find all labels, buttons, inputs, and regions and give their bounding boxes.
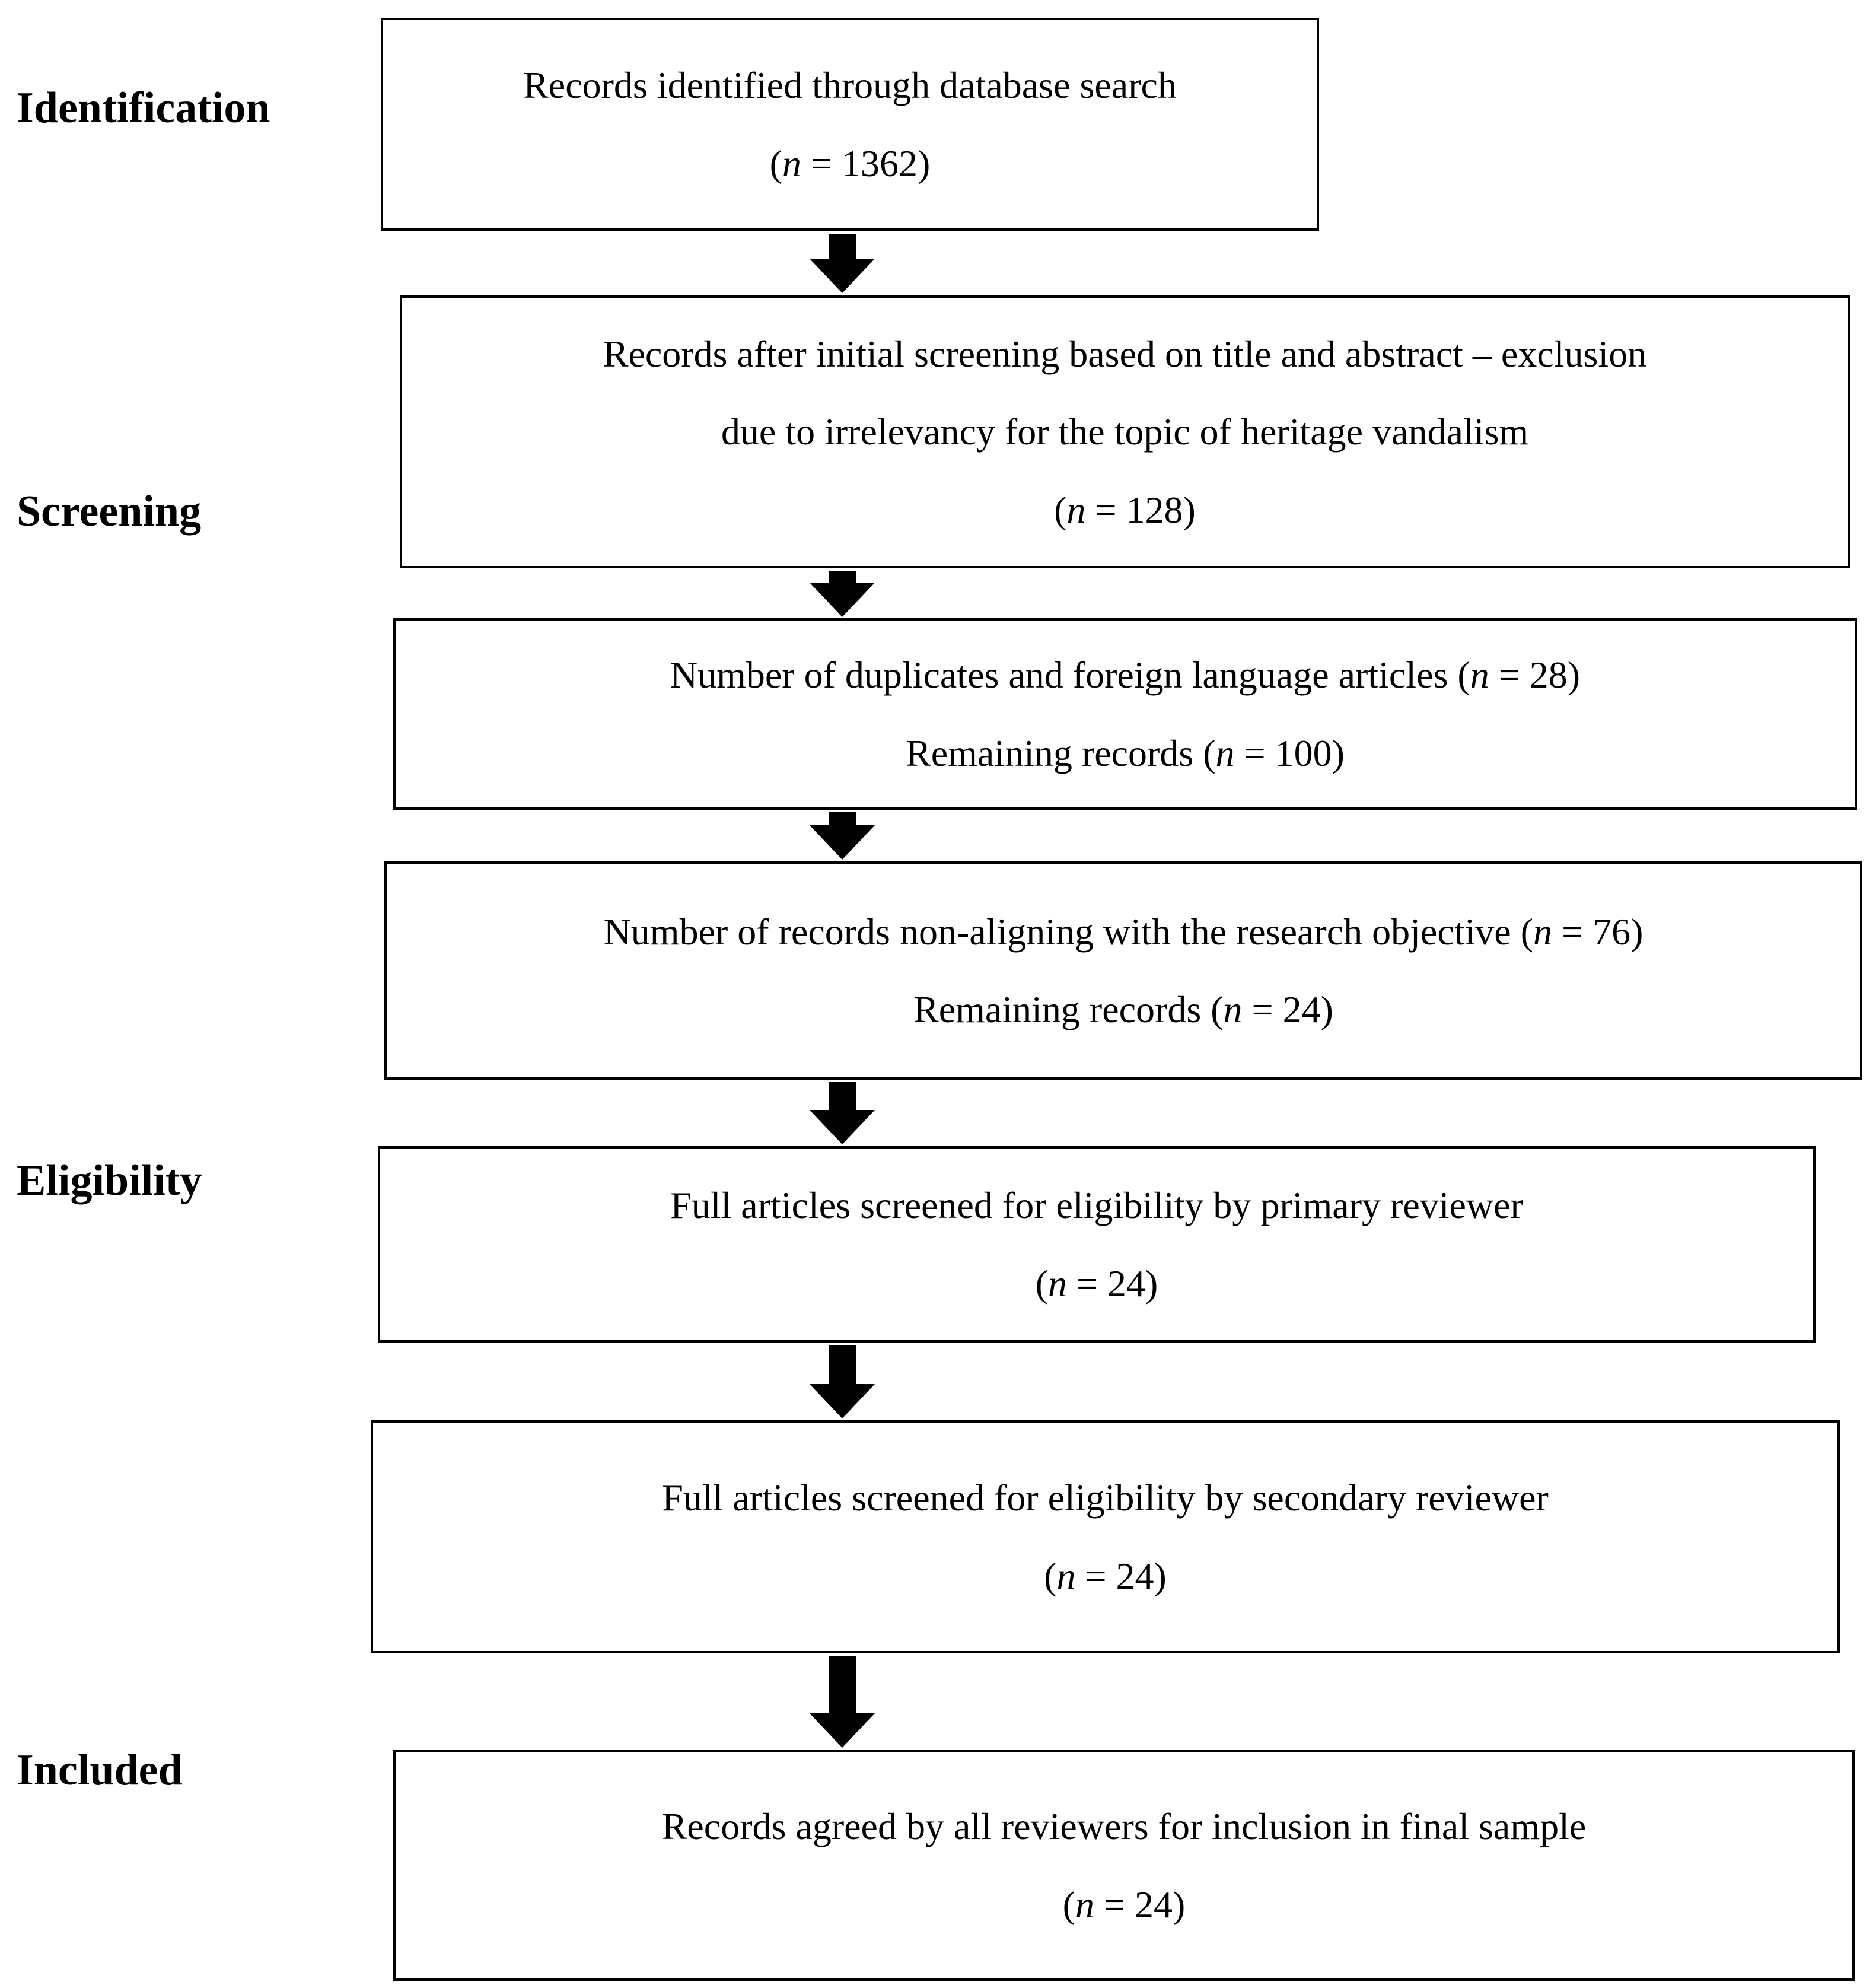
down-arrow-head xyxy=(810,1110,875,1144)
down-arrow-head xyxy=(810,825,875,860)
stage-label-included: Included xyxy=(17,1746,183,1795)
down-arrow-head xyxy=(810,1384,875,1418)
flow-box-count: (n = 24) xyxy=(1062,1883,1186,1926)
down-arrow-head xyxy=(810,1713,875,1748)
flow-box-text: Number of duplicates and foreign language articles (n = 28) xyxy=(670,654,1581,696)
flow-box-count: (n = 128) xyxy=(1054,488,1196,531)
down-arrow-head xyxy=(810,259,875,293)
down-arrow-stem xyxy=(829,234,856,259)
down-arrow-icon xyxy=(810,1082,875,1144)
flow-box-count: (n = 24) xyxy=(1035,1262,1158,1305)
down-arrow-icon xyxy=(810,571,875,617)
down-arrow-icon xyxy=(810,812,875,860)
down-arrow-stem xyxy=(829,571,856,583)
down-arrow-head xyxy=(810,583,875,617)
flow-box-text: Full articles screened for eligibility by secondary reviewer xyxy=(662,1477,1549,1519)
flow-box-text: Records identified through database search xyxy=(523,64,1177,107)
flow-box-text: Records after initial screening based on title and abstract – exclusion xyxy=(603,333,1647,376)
down-arrow-stem xyxy=(829,812,856,825)
down-arrow-stem xyxy=(829,1656,856,1713)
flow-box-text: Remaining records (n = 24) xyxy=(913,988,1333,1030)
flow-box-final-inclusion xyxy=(393,1750,1855,1981)
down-arrow-icon xyxy=(810,234,875,293)
down-arrow-stem xyxy=(829,1082,856,1110)
stage-label-eligibility: Eligibility xyxy=(17,1156,202,1205)
flow-box-text: Full articles screened for eligibility by primary reviewer xyxy=(670,1184,1523,1227)
flow-box-text: due to irrelevancy for the topic of heritage vandalism xyxy=(721,411,1529,453)
flow-box-count: (n = 24) xyxy=(1044,1554,1167,1597)
down-arrow-stem xyxy=(829,1345,856,1384)
down-arrow-icon xyxy=(810,1656,875,1748)
stage-label-identification: Identification xyxy=(17,84,270,132)
flow-box-initial-screening xyxy=(400,295,1850,568)
stage-label-screening: Screening xyxy=(17,487,202,536)
down-arrow-icon xyxy=(810,1345,875,1418)
flow-box-records-identified xyxy=(381,18,1319,231)
flow-box-secondary-reviewer xyxy=(371,1420,1840,1653)
flow-box-text: Remaining records (n = 100) xyxy=(906,731,1345,774)
flow-box-count: (n = 1362) xyxy=(769,142,931,184)
flow-box-non-aligning-removed xyxy=(384,861,1862,1080)
flow-box-text: Records agreed by all reviewers for inclusion in final sample xyxy=(661,1805,1587,1848)
flow-box-primary-reviewer xyxy=(378,1146,1816,1343)
flow-box-text: Number of records non-aligning with the research objective (n = 76) xyxy=(603,910,1644,953)
flow-box-duplicates-removed xyxy=(393,618,1857,810)
